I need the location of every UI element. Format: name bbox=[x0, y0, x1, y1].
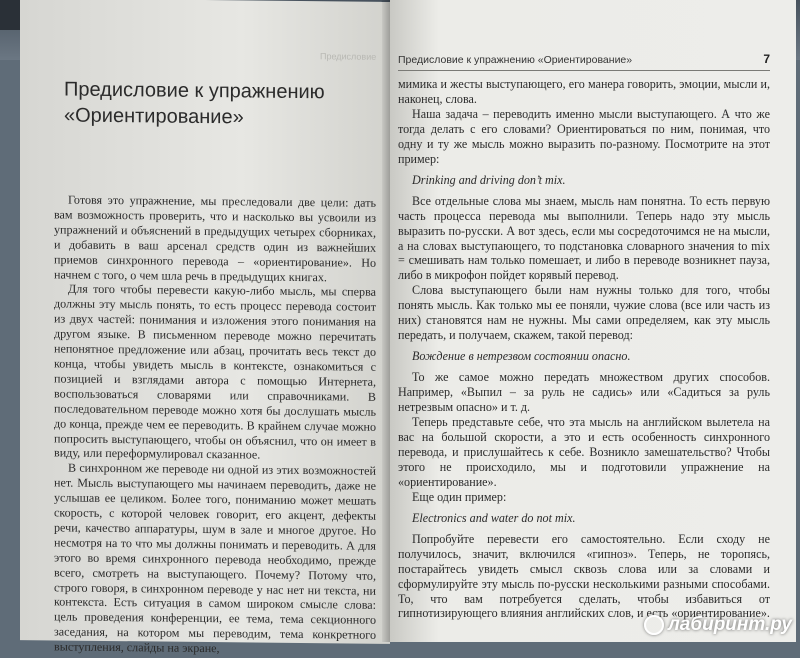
paragraph: Слова выступающего были нам нужны только для того, чтобы понять мысль. Как только мы ее поняли, чужие слова (все или часть из них) становятся нам не нужны. Мы сами определяем, как эту мысль передать, и получаем, скажем, такой перевод: bbox=[398, 283, 770, 343]
right-body-text bbox=[398, 77, 770, 621]
paragraph: Готовя это упражнение, мы преследовали две цели: дать вам возможность проверить, что и насколько вы усвоили из упражнений и объяснений в предыдущих четырех сборниках, и добавить в ваш арсенал средств один из важнейших приемов синхронного перевода – «ориентирование». Но начнем с того, о чем шла речь в предыдущих книгах. bbox=[54, 192, 376, 284]
paragraph: Теперь представьте себе, что эта мысль на английском вылетела на вас на большой скорости, а это и есть особенность синхронного перевода, и прислушайтесь к себе. Возникло замешательство? Чтобы этого не происходило, мы и подготовили упражнение на «ориентирование». bbox=[398, 415, 770, 489]
paragraph: Еще один пример: bbox=[412, 489, 507, 504]
paragraph: мимика и жесты выступающего, его манера говорить, эмоции, мысли и, наконец, слова. bbox=[398, 77, 770, 106]
labirint-logo-icon bbox=[644, 615, 664, 635]
paragraph: Все отдельные слова мы знаем, мысль нам понятна. То есть первую часть процесса перевода мы выполнили. Теперь надо эту мысль выразить по-русски. А вот здесь, если мы сосредоточимся не на мысли, а на словах выступающего, то подстановка словарного значения to mix = смешивать нам только помешает, и либо в переводе возникнет пауза, либо в микрофон пойдет корявый перевод. bbox=[398, 193, 770, 283]
paragraph: В синхронном же переводе ни одной из этих возможностей нет. Мысль выступающего мы начинаем переводить, даже не услышав ее целиком. Более того, пониманию может мешать скорость, с которой человек говорит, его акцент, дефекты речи, качество аппаратуры, шум в зале и многое другое. Но несмотря на то что мы должны понимать и переводить. А для этого во время синхронного перевода необходимо, прежде всего, смотреть на выступающего. Почему? Потому что, строго говоря, в синхронном переводе у нас нет ни текста, ни контекста. Есть ситуация в самом широком смысле слова: цель проведения конференции, ее тема, тема секционного заседания, на котором мы переводим, тема конкретного выступления, слайды на экране, bbox=[54, 460, 376, 656]
paragraph: Наша задача – переводить именно мысли выступающего. А что же тогда делать с его словами? Ориентироваться по ним, понимая, что одну и ту же мысль можно выразить по-разному. Посмотрите на этот пример: bbox=[398, 106, 770, 166]
example-sentence: Electronics and water do not mix. bbox=[412, 510, 576, 525]
running-head bbox=[398, 52, 770, 71]
paragraph: Попробуйте перевести его самостоятельно. Если сходу не получилось, значит, включился «гипноз». Теперь, не торопясь, постарайтесь увидеть смысл сквозь слова или за словами и сформулируйте эту мысль по-русски несколькими разными способами. То, что вам потребуется сделать, чтобы избавиться от гипнотизирующего влияния английских слов, и есть «ориентирование». bbox=[398, 531, 770, 621]
left-page bbox=[20, 0, 390, 656]
left-body-text bbox=[54, 192, 376, 657]
watermark bbox=[644, 614, 792, 636]
watermark-text: лабиринт.ру bbox=[667, 614, 792, 635]
chapter-title: Предисловие к упражнению «Ориентирование» bbox=[64, 78, 325, 129]
running-head-title: Предисловие к упражнению «Ориентирование» bbox=[398, 54, 633, 66]
paragraph: То же самое можно передать множеством других способов. Например, «Выпил – за руль не садись» или «Садиться за руль нетрезвым опасно» и т. д. bbox=[398, 370, 770, 415]
left-running-head-ghost: Предисловие bbox=[320, 51, 377, 62]
page-number: 7 bbox=[763, 52, 770, 66]
example-sentence: Drinking and driving don’t mix. bbox=[412, 172, 566, 187]
example-sentence: Вождение в нетрезвом состоянии опасно. bbox=[412, 349, 631, 364]
paragraph: Для того чтобы перевести какую-либо мысль, мы сперва должны эту мысль понять, то есть процесс перевода состоит из двух частей: понимания и изложения этого понимания на другом языке. В письменном переводе можно перечитать непонятное предложение или абзац, прочитать весь текст до конца, чтобы увидеть мысль в контексте, ознакомиться с позицией и взглядами автора с помощью Интернета, воспользоваться словарями или справочниками. В последовательном переводе можно хотя бы дослушать мысль до конца, прежде чем ее переводить. В крайнем случае можно попросить выступающего, чтобы он объяснил, что он имеет в виду, или переформулировал сказанное. bbox=[54, 282, 376, 462]
